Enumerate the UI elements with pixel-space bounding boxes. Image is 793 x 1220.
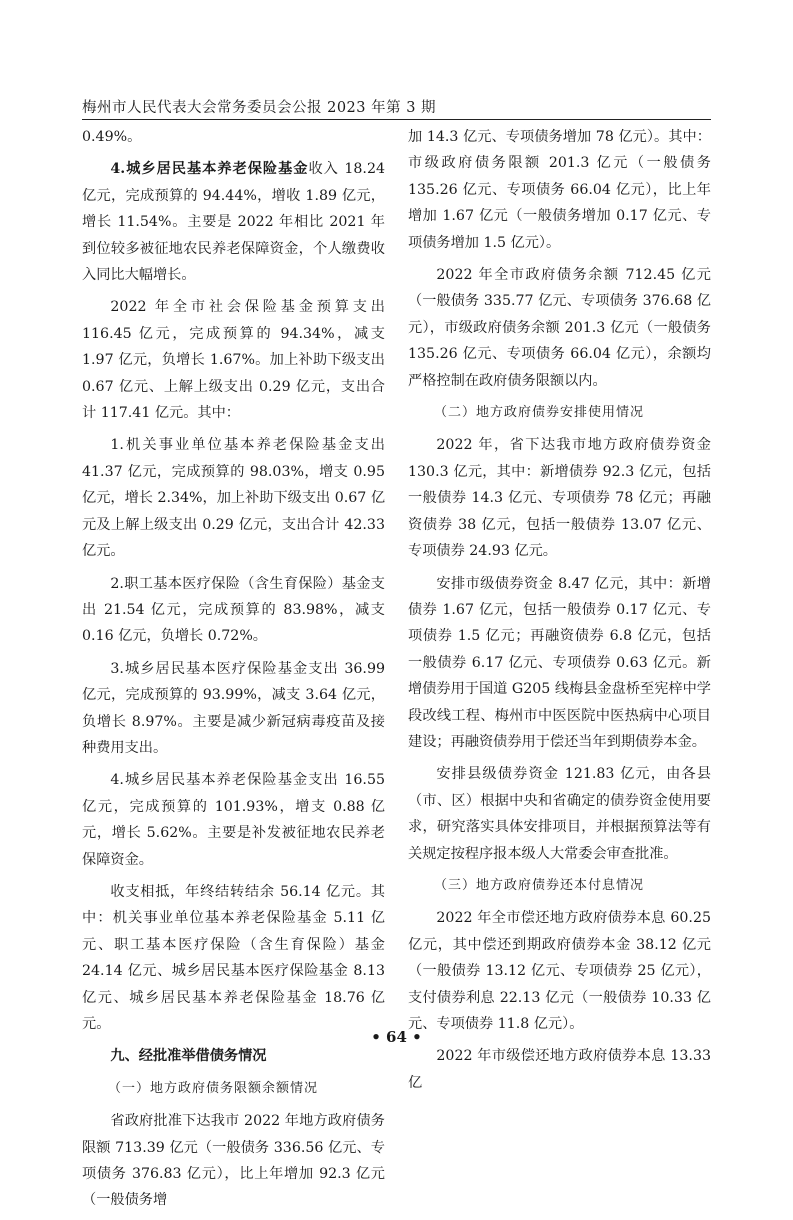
paragraph [82, 156, 385, 288]
paragraph: 4.城乡居民基本养老保险基金支出 16.55 亿元，完成预算的 101.93%，增支 0.88 亿元，增长 5.62%。主要是补发被征地农民养老保障资金。 [82, 772, 385, 868]
paragraph: 2022 年，省下达我市地方政府债券资金 130.3 亿元，其中：新增债券 92.3 亿元，包括一般债券 14.3 亿元、专项债券 78 亿元；再融资债券 38 亿元，包括一般债券 13.07 亿元、专项债券 24.93 亿元。 [408, 437, 711, 560]
journal-header: 梅州市人民代表大会常务委员会公报 2023 年第 3 期 [82, 100, 437, 116]
paragraph: 安排县级债券资金 121.83 亿元，由各县（市、区）根据中央和省确定的债券资金使用要求，研究落实具体安排项目，并根据预算法等有关规定按程序报本级人大常委会审查批准。 [408, 766, 711, 862]
paragraph: 2022 年全市政府债务余额 712.45 亿元（一般债务 335.77 亿元、专项债务 376.68 亿元），市级政府债务余额 201.3 亿元（一般债务 135.26 亿元、专项债务 66.04 亿元），余额均严格控制在政府债务限额以内。 [408, 267, 711, 389]
paragraph: 3.城乡居民基本医疗保险基金支出 36.99 亿元，完成预算的 93.99%，减支 3.64 亿元，负增长 8.97%。主要是减少新冠病毒疫苗及接种费用支出。 [82, 660, 385, 756]
paragraph: 2022 年全市偿还地方政府债券本息 60.25 亿元，其中偿还到期政府债券本金 38.12 亿元（一般债券 13.12 亿元、专项债券 25 亿元），支付债券利息 22.13 亿元（一般债券 10.33 亿元、专项债券 11.8 亿元）。 [408, 910, 711, 1032]
section-heading: 九、经批准举借债务情况 [110, 1048, 267, 1065]
left-column [82, 124, 385, 1220]
header-rule [82, 119, 711, 120]
subsection-heading: （一）地方政府债务限额余额情况 [108, 1080, 319, 1096]
paragraph: 安排市级债券资金 8.47 亿元，其中：新增债券 1.67 亿元，包括一般债券 0.17 亿元、专项债券 1.5 亿元；再融资债券 6.8 亿元，包括一般债券 6.17 亿元、专项债券 0.63 亿元。新增债券用于国道 G205 线梅县金盘桥至宪梓中学段改线工程、梅州市中医医院中医热病中心项目建设；再融资债券用于偿还当年到期债券本金。 [408, 575, 711, 750]
paragraph: 2022 年全市社会保险基金预算支出 116.45 亿元，完成预算的 94.34%，减支 1.97 亿元，负增长 1.67%。加上补助下级支出 0.67 亿元、上解上级支出 0.29 亿元，支出合计 117.41 亿元。其中： [82, 299, 385, 422]
paragraph: 2022 年市级偿还地方政府债券本息 13.33 亿 [408, 1048, 711, 1091]
paragraph: 1.机关事业单位基本养老保险基金支出 41.37 亿元，完成预算的 98.03%，增支 0.95 亿元，增长 2.34%，加上补助下级支出 0.67 亿元及上解上级支出 0.29 亿元，支出合计 42.33 亿元。 [82, 437, 386, 560]
paragraph: 2.职工基本医疗保险（含生育保险）基金支出 21.54 亿元，完成预算的 83.98%，减支 0.16 亿元，负增长 0.72%。 [82, 575, 385, 645]
paragraph: 省政府批准下达我市 2022 年地方政府债务限额 713.39 亿元（一般债务 336.56 亿元、专项债务 376.83 亿元），比上年增加 92.3 亿元（一般债务增 [82, 1113, 385, 1209]
paragraph: 0.49%。 [82, 129, 142, 145]
page-number: • 64 • [371, 1028, 422, 1046]
paragraph: 加 14.3 亿元、专项债务增加 78 亿元）。其中：市级政府债务限额 201.3 亿元（一般债务 135.26 亿元、专项债务 66.04 亿元），比上年增加 1.67 亿元（一般债务增加 0.17 亿元、专项债务增加 1.5 亿元）。 [408, 129, 711, 251]
subsection-heading: （二）地方政府债券安排使用情况 [434, 405, 645, 421]
right-column [408, 124, 711, 1102]
paragraph-lead: 4.城乡居民基本养老保险基金 [110, 161, 309, 178]
subsection-heading: （三）地方政府债券还本付息情况 [434, 877, 645, 893]
paragraph: 收支相抵，年终结转结余 56.14 亿元。其中：机关事业单位基本养老保险基金 5.11 亿元、职工基本医疗保险（含生育保险）基金 24.14 亿元、城乡居民基本医疗保险基金 8.13 亿元、城乡居民基本养老保险基金 18.76 亿元。 [82, 883, 385, 1032]
paragraph-text: 收入 18.24 亿元，完成预算的 94.44%，增收 1.89 亿元，增长 11.54%。主要是 2022 年相比 2021 年到位较多被征地农民养老保障资金，个人缴费收入同比大幅增长。 [82, 161, 385, 284]
